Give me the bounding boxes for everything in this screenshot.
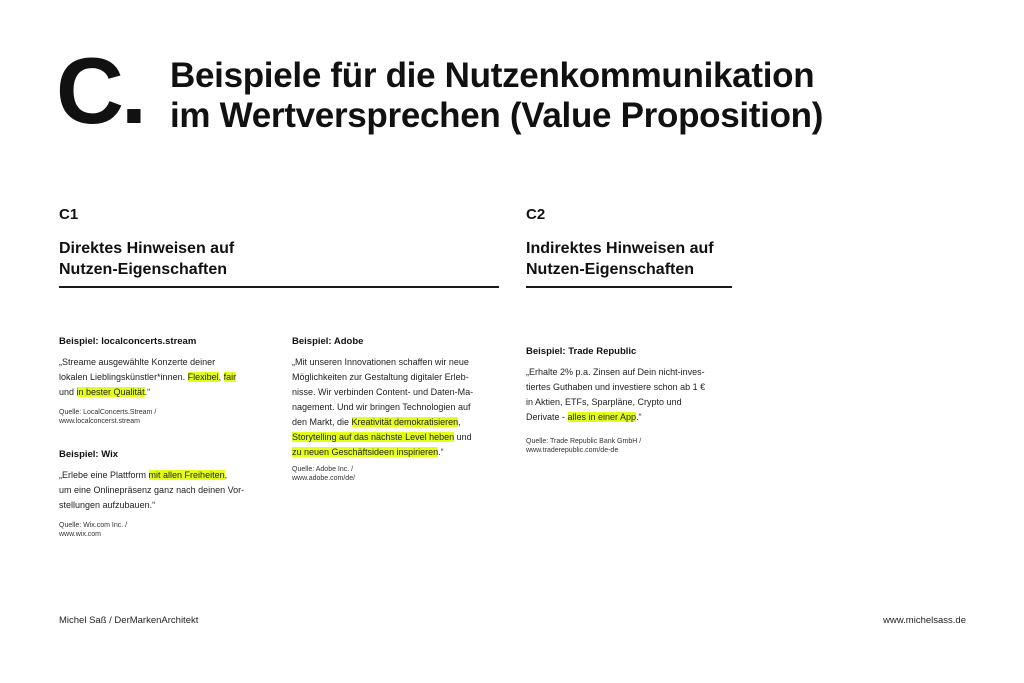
- footer-author: Michel Saß / DerMarkenArchitekt: [59, 615, 199, 626]
- quote-line: stellungen aufzubauen.“: [59, 500, 156, 510]
- highlight: Kreativität demokratisieren: [351, 417, 459, 427]
- example-traderepublic-source: [526, 438, 641, 455]
- footer-website[interactable]: www.michelsass.de: [883, 615, 966, 626]
- quote-line: lokalen Lieblingskünstler*innen. Flexibel, fair: [59, 372, 237, 382]
- quote-line: Storytelling auf das nächste Level heben und: [292, 432, 472, 442]
- source-line: www.localconcerst.stream: [59, 417, 140, 425]
- quote-line: nisse. Wir verbinden Content- und Daten-Ma-: [292, 387, 474, 397]
- quote-line: „Erhalte 2% p.a. Zinsen auf Dein nicht-inves-: [526, 367, 705, 377]
- quote-line: „Mit unseren Innovationen schaffen wir neue: [292, 357, 469, 367]
- highlight: Storytelling auf das nächste Level heben: [292, 432, 455, 442]
- c2-title: [526, 238, 714, 280]
- example-wix-quote: [59, 468, 244, 513]
- example-wix-source: [59, 522, 127, 539]
- example-adobe-heading: Beispiel: Adobe: [292, 336, 364, 347]
- quote-line: den Markt, die Kreativität demokratisieren,: [292, 417, 461, 427]
- example-wix-heading: Beispiel: Wix: [59, 449, 119, 460]
- highlight: in bester Qualität: [76, 387, 145, 397]
- c1-title-line-1: Direktes Hinweisen auf: [59, 240, 235, 257]
- page-title: [170, 56, 823, 136]
- quote-line: nagement. Und wir bringen Technologien auf: [292, 402, 471, 412]
- source-line: Quelle: Adobe Inc. /: [292, 466, 354, 473]
- c2-divider: [526, 286, 732, 288]
- example-localconcerts-heading: Beispiel: localconcerts.stream: [59, 336, 197, 347]
- highlight: alles in einer App: [567, 412, 637, 422]
- section-letter: C.: [56, 38, 144, 143]
- page-title-line-2: im Wertversprechen (Value Proposition): [170, 96, 824, 135]
- quote-line: „Streame ausgewählte Konzerte deiner: [59, 357, 216, 367]
- highlight: fair: [223, 372, 237, 382]
- c2-title-line-1: Indirektes Hinweisen auf: [526, 240, 714, 257]
- example-localconcerts-source: [59, 409, 156, 426]
- quote-line: und in bester Qualität.“: [59, 387, 151, 397]
- quote-line: „Erlebe eine Plattform mit allen Freiheiten,: [59, 470, 228, 480]
- example-traderepublic-heading: Beispiel: Trade Republic: [526, 346, 637, 357]
- quote-line: tiertes Guthaben und investiere schon ab 1 €: [526, 382, 706, 392]
- page-title-line-1: Beispiele für die Nutzenkommunikation: [170, 56, 815, 95]
- source-line: www.traderepublic.com/de-de: [526, 446, 619, 454]
- c1-id: C1: [59, 206, 79, 223]
- highlight: mit allen Freiheiten: [148, 470, 225, 480]
- c1-title-line-2: Nutzen-Eigenschaften: [59, 261, 228, 278]
- source-line: www.adobe.com/de/: [292, 474, 356, 482]
- source-line: Quelle: Wix.com Inc. /: [59, 522, 128, 529]
- c2-title-line-2: Nutzen-Eigenschaften: [526, 261, 695, 278]
- quote-line: Derivate - alles in einer App.“: [526, 412, 642, 422]
- example-adobe-source: [292, 466, 355, 483]
- example-traderepublic-quote: [526, 365, 705, 425]
- highlight: zu neuen Geschäftsideen inspirieren: [292, 447, 439, 457]
- example-adobe-quote: [292, 355, 473, 460]
- source-line: www.wix.com: [59, 530, 102, 538]
- example-localconcerts-quote: [59, 355, 236, 400]
- source-line: Quelle: LocalConcerts.Stream /: [59, 409, 157, 416]
- c1-divider: [59, 286, 499, 288]
- quote-line: in Aktien, ETFs, Sparpläne, Crypto und: [526, 397, 682, 407]
- quote-line: um eine Onlinepräsenz ganz nach deinen Vor-: [59, 485, 245, 495]
- c2-id: C2: [526, 206, 546, 223]
- source-line: Quelle: Trade Republic Bank GmbH /: [526, 438, 642, 445]
- quote-line: zu neuen Geschäftsideen inspirieren.“: [292, 447, 444, 457]
- quote-line: Möglichkeiten zur Gestaltung digitaler Erleb-: [292, 372, 469, 382]
- c1-title: [59, 238, 234, 280]
- highlight: Flexibel: [187, 372, 219, 382]
